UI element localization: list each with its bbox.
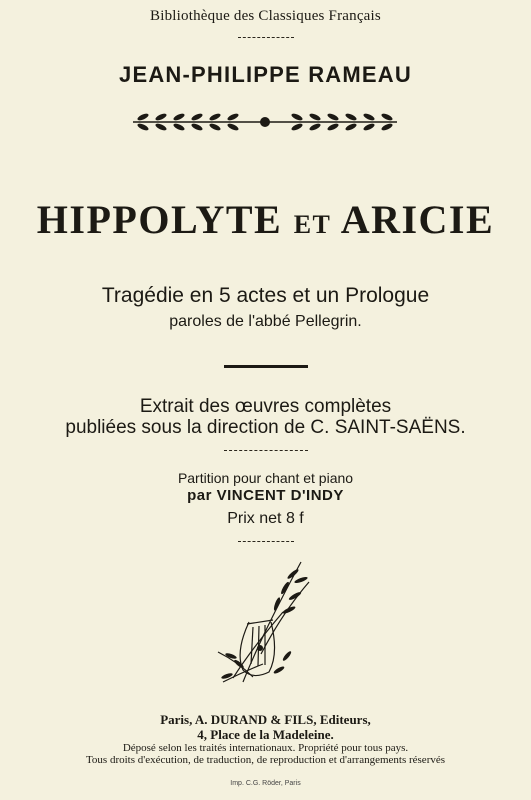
printer-imprint: Imp. C.G. Röder, Paris [230, 780, 301, 787]
title-part-1: HIPPOLYTE [36, 197, 283, 242]
opera-title [0, 196, 531, 243]
edition-note-line-2: publiées sous la direction de C. SAINT-SAËNS. [65, 417, 466, 438]
title-part-2: ARICIE [340, 197, 495, 242]
composer-name: JEAN-PHILIPPE RAMEAU [119, 62, 412, 87]
score-type: Partition pour chant et piano [177, 470, 354, 486]
publisher-address: 4, Place de la Madeleine. [197, 727, 334, 742]
librettist-credit: paroles de l'abbé Pellegrin. [169, 313, 362, 330]
thick-divider-rule [224, 365, 308, 368]
price-label: Prix net 8 f [227, 510, 304, 527]
lyre-laurel-icon [213, 552, 319, 692]
divider-rule [238, 541, 294, 542]
edition-note-line-1: Extrait des œuvres complètes [139, 396, 392, 417]
divider-rule [238, 37, 294, 38]
copyright-notice-line-2: Tous droits d'exécution, de traduction, de reproduction et d'arrangements réservés [85, 754, 446, 766]
subtitle: Tragédie en 5 actes et un Prologue [101, 284, 430, 307]
arranger-credit: par VINCENT D'INDY [187, 487, 344, 504]
divider-rule [224, 450, 308, 451]
copyright-notice-line-1: Déposé selon les traités internationaux. Propriété pour tous pays. [122, 742, 409, 754]
series-title: Bibliothèque des Classiques Français [150, 8, 381, 24]
title-joiner: ET [293, 210, 332, 239]
laurel-garland-icon [125, 110, 405, 134]
publisher: Paris, A. DURAND & FILS, Editeurs, [160, 712, 371, 727]
